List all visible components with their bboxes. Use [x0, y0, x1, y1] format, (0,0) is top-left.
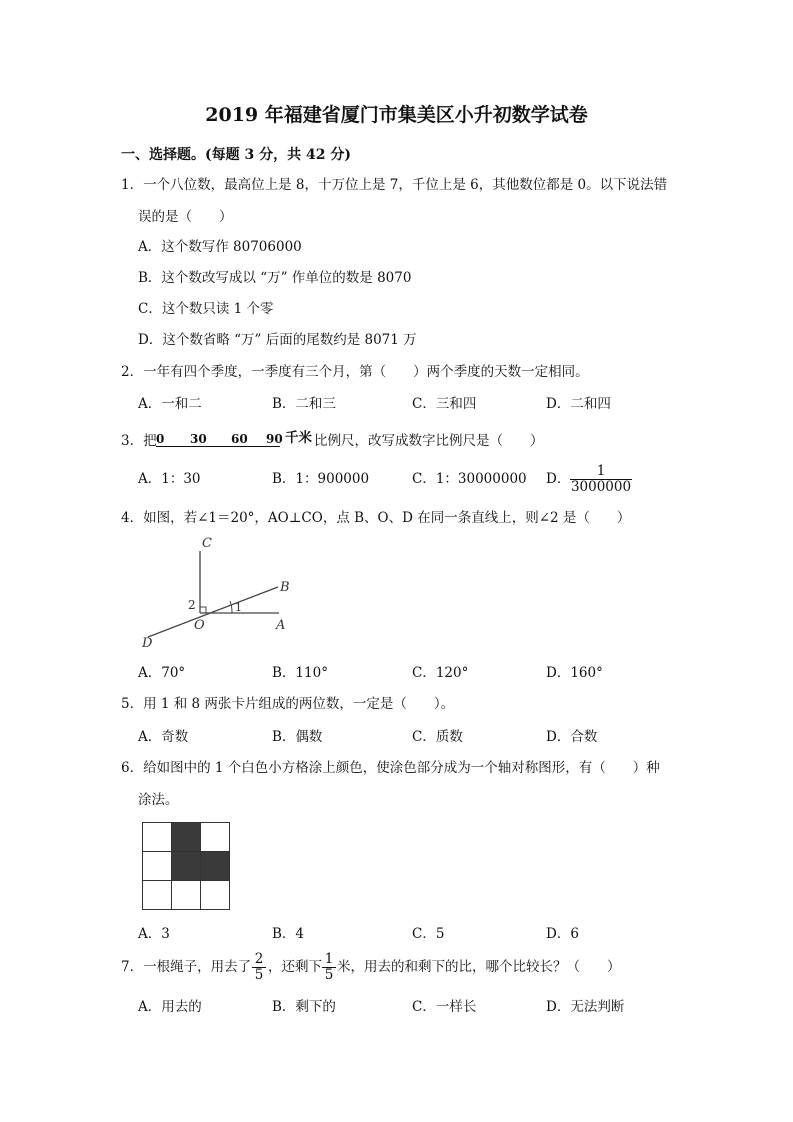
q7-option-a: A．用去的 [138, 999, 202, 1015]
label-c: C [202, 536, 212, 551]
q4-option-a: A．70° [138, 665, 186, 681]
fraction-numerator: 1 [596, 463, 606, 479]
q3-option-b: B．1：900000 [272, 471, 370, 487]
scale-unit: 千米 [285, 430, 312, 446]
fraction-denominator: 5 [252, 967, 266, 983]
right-angle-mark [200, 607, 206, 613]
scale-tick-60: 60 [231, 432, 248, 446]
label-angle-2: 2 [188, 598, 196, 612]
page-title: 2019 年福建省厦门市集美区小升初数学试卷 [205, 104, 588, 126]
q3-option-d-fraction [570, 464, 632, 495]
q6-option-d: D．6 [546, 926, 579, 942]
scale-tick-0: 0 [156, 432, 165, 446]
q1-stem-line1: 1．一个八位数，最高位上是 8，十万位上是 7，千位上是 6，其他数位都是 0。以下说法错 [121, 177, 668, 193]
q1-option-d: D．这个数省略 “万” 后面的尾数约是 8071 万 [138, 332, 417, 348]
q7-fraction-remaining [322, 952, 336, 983]
q4-option-b: B．110° [272, 665, 328, 681]
q3-option-d: D． [546, 471, 571, 487]
q1-option-a: A．这个数写作 80706000 [138, 239, 302, 255]
q3-stem-prefix: 3．把 [121, 433, 157, 449]
q1-stem-line2: 误的是（ ） [138, 209, 233, 225]
label-a: A [276, 618, 286, 633]
q6-option-c: C．5 [412, 926, 445, 942]
fraction-numerator: 2 [254, 951, 264, 967]
q7-stem-suffix: 米，用去的和剩下的比，哪个比较长？（ ） [337, 959, 621, 975]
q2-option-d: D．二和四 [546, 396, 611, 412]
q2-option-a: A．一和二 [138, 396, 202, 412]
q6-square-grid [142, 822, 230, 910]
fraction-denominator: 3000000 [570, 479, 632, 495]
q7-fraction-used [252, 952, 266, 983]
q5-option-d: D．合数 [546, 729, 598, 745]
section-heading: 一、选择题。(每题 3 分，共 42 分) [121, 147, 351, 163]
fraction-denominator: 5 [322, 967, 336, 983]
grid-cell [201, 881, 230, 910]
grid-cell [172, 881, 201, 910]
q6-option-a: A．3 [138, 926, 170, 942]
q6-stem-line2: 涂法。 [138, 792, 179, 808]
scale-tick-90: 90 [266, 432, 283, 446]
fraction-numerator: 1 [324, 951, 334, 967]
q5-option-b: B．偶数 [272, 729, 323, 745]
grid-cell [143, 881, 172, 910]
q3-stem-suffix: 比例尺，改写成数字比例尺是（ ） [314, 433, 544, 449]
grid-cell-shaded [172, 852, 201, 881]
q2-option-b: B．二和三 [272, 396, 336, 412]
grid-row [143, 823, 230, 852]
q2-option-c: C．三和四 [412, 396, 477, 412]
grid-cell [201, 823, 230, 852]
q3-option-a: A．1：30 [138, 471, 201, 487]
q5-option-c: C．质数 [412, 729, 463, 745]
q5-option-a: A．奇数 [138, 729, 189, 745]
q2-stem: 2．一年有四个季度，一季度有三个月，第（ ）两个季度的天数一定相同。 [121, 364, 589, 380]
q6-stem-line1: 6．给如图中的 1 个白色小方格涂上颜色，使涂色部分成为一个轴对称图形，有（ ）种 [121, 760, 660, 776]
q7-option-d: D．无法判断 [546, 999, 625, 1015]
grid-cell-shaded [172, 823, 201, 852]
q7-option-b: B．剩下的 [272, 999, 336, 1015]
grid-row [143, 852, 230, 881]
q4-option-c: C．120° [412, 665, 469, 681]
label-d: D [142, 636, 153, 651]
q7-option-c: C．一样长 [412, 999, 477, 1015]
q4-stem: 4．如图，若∠1＝20°，AO⊥CO，点 B、O、D 在同一条直线上，则∠2 是（ ） [121, 510, 631, 526]
grid-row [143, 881, 230, 910]
angle1-arc [230, 601, 232, 613]
q1-option-c: C．这个数只读 1 个零 [138, 301, 274, 317]
label-o: O [194, 618, 205, 633]
grid-cell-shaded [201, 852, 230, 881]
q6-option-b: B．4 [272, 926, 305, 942]
scale-tick-30: 30 [190, 432, 207, 446]
q1-option-b: B．这个数改写成以 “万” 作单位的数是 8070 [138, 270, 412, 286]
scale-bar-line [156, 446, 280, 447]
label-angle-1: 1 [235, 601, 242, 614]
q3-option-c: C．1：30000000 [412, 471, 527, 487]
q5-stem: 5．用 1 和 8 两张卡片组成的两位数，一定是（ ）。 [121, 696, 455, 712]
grid-cell [143, 852, 172, 881]
q7-stem-mid: ，还剩下 [268, 959, 322, 975]
grid-cell [143, 823, 172, 852]
q4-option-d: D．160° [546, 665, 603, 681]
line-bd [148, 587, 278, 637]
label-b: B [280, 580, 290, 595]
q7-stem-prefix: 7．一根绳子，用去了 [121, 959, 252, 975]
angle-figure [138, 535, 308, 655]
